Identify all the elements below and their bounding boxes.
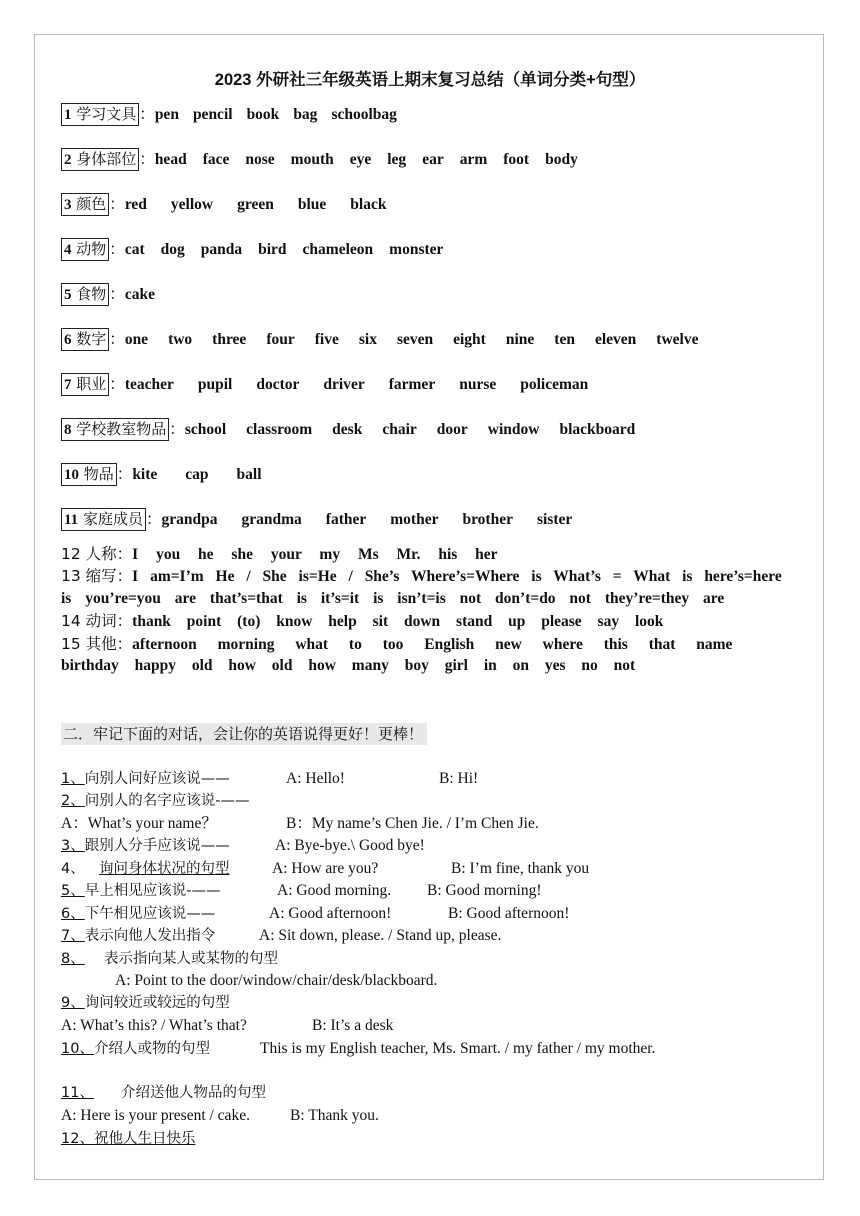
vocab-word: eleven (594, 331, 637, 348)
category-line (61, 193, 386, 217)
category-number: 10 (64, 467, 79, 483)
vocab-word: brother (462, 511, 513, 528)
category-colon: ： (109, 240, 125, 258)
dialogue-6 (61, 903, 570, 925)
contractions-label: 13 缩写： (61, 567, 133, 585)
dialogue-12-num: 12、 (61, 1131, 94, 1147)
category-colon: ： (109, 375, 125, 393)
vocab-word: chair (382, 421, 417, 438)
dialogue-5-num: 5、 (61, 883, 85, 899)
dialogue-1 (61, 768, 479, 790)
category-name: 身体部位 (76, 150, 137, 168)
category-colon: ： (116, 465, 133, 483)
category-colon: ： (139, 105, 155, 123)
dialogue-8-line (115, 970, 437, 992)
verbs-line (61, 610, 801, 634)
vocab-word: ear (422, 151, 444, 168)
category-line (61, 283, 155, 307)
category-label (61, 463, 117, 486)
dialogue-2-num: 2、 (61, 793, 85, 809)
category-colon: ： (169, 420, 185, 438)
dialogue-7-num: 7、 (61, 928, 85, 944)
dialogue-3-zh: 跟别人分手应该说—— (84, 838, 230, 854)
others-text-1: afternoon morning what to too English new where this that name (132, 636, 733, 653)
vocab-word: head (154, 151, 187, 168)
dialogue-4-zh: 询问身体状况的句型 (99, 861, 230, 877)
vocab-word: cap (185, 466, 209, 483)
category-colon: ： (145, 510, 162, 528)
category-name: 颜色 (76, 195, 107, 213)
dialogue-5-a: A: Good morning. (277, 882, 392, 899)
vocab-word: blue (297, 196, 327, 213)
category-line (61, 148, 578, 172)
dialogue-8 (61, 948, 278, 970)
category-label (61, 508, 146, 531)
vocab-word: ball (236, 466, 262, 483)
vocab-word: classroom (246, 421, 313, 438)
vocab-word: chameleon (302, 241, 374, 258)
vocab-word: driver (323, 376, 365, 393)
dialogue-4-num: 4、 (61, 861, 85, 877)
dialogue-12 (61, 1128, 195, 1150)
vocab-word: kite (132, 466, 158, 483)
category-label (61, 373, 109, 396)
verbs-label: 14 动词： (61, 612, 133, 630)
vocab-word: five (314, 331, 339, 348)
category-line (61, 463, 262, 487)
dialogue-10-num: 10、 (61, 1041, 94, 1057)
vocab-word: blackboard (559, 421, 636, 438)
vocab-word: nurse (459, 376, 497, 393)
category-number: 3 (64, 197, 72, 213)
dialogue-9 (61, 992, 230, 1014)
vocab-word: twelve (656, 331, 699, 348)
vocab-word: two (168, 331, 193, 348)
category-number: 11 (64, 512, 79, 528)
dialogue-5-zh: 早上相见应该说-—— (84, 883, 221, 899)
vocab-word: panda (200, 241, 243, 258)
dialogue-2-b: B：My name’s Chen Jie. / I’m Chen Jie. (286, 815, 539, 832)
vocab-word: doctor (256, 376, 300, 393)
dialogue-11-b: B: Thank you. (290, 1107, 379, 1124)
others-text-2: birthday happy old how old how many boy girl in on yes no not (61, 657, 636, 674)
vocab-word: policeman (520, 376, 589, 393)
pronouns-label: 12 人称： (61, 545, 133, 563)
category-number: 5 (64, 287, 72, 303)
category-name: 学习文具 (76, 105, 137, 123)
category-name: 食物 (76, 285, 107, 303)
vocab-word: desk (332, 421, 363, 438)
vocab-word: school (184, 421, 227, 438)
dialogue-10 (61, 1038, 656, 1060)
vocab-word: leg (387, 151, 407, 168)
contractions-line-1 (61, 565, 801, 589)
vocab-word: eye (349, 151, 372, 168)
others-line-1 (61, 633, 801, 657)
dialogue-3 (61, 835, 425, 857)
section-2-heading: 二．牢记下面的对话，会让你的英语说得更好！更棒！ (61, 723, 427, 745)
vocab-word: green (237, 196, 274, 213)
vocab-word: door (436, 421, 468, 438)
vocab-word: pencil (192, 106, 233, 123)
category-label (61, 418, 169, 441)
vocab-word: window (487, 421, 540, 438)
vocab-word: black (350, 196, 387, 213)
vocab-word: monster (389, 241, 444, 258)
category-number: 7 (64, 377, 72, 393)
dialogue-9-b: B: It’s a desk (312, 1017, 394, 1034)
vocab-word: farmer (388, 376, 436, 393)
contractions-line-2 (61, 588, 801, 611)
category-colon: ： (109, 195, 125, 213)
category-name: 学校教室物品 (76, 420, 167, 438)
vocab-word: foot (503, 151, 530, 168)
category-name: 动物 (76, 240, 107, 258)
dialogue-3-num: 3、 (61, 838, 85, 854)
vocab-word: bird (258, 241, 287, 258)
dialogue-6-a: A: Good afternoon! (269, 905, 392, 922)
vocab-word: four (266, 331, 295, 348)
vocab-word: three (212, 331, 247, 348)
dialogue-10-zh: 介绍人或物的句型 (93, 1041, 210, 1057)
dialogue-4-b: B: I’m fine, thank you (451, 860, 590, 877)
dialogue-8-zh: 表示指向某人或某物的句型 (104, 951, 278, 967)
vocab-word: cat (124, 241, 145, 258)
dialogue-1-b: B: Hi! (439, 770, 479, 787)
dialogue-7 (61, 925, 502, 947)
vocab-word: arm (459, 151, 488, 168)
vocab-word: pupil (197, 376, 233, 393)
vocab-word: yellow (170, 196, 214, 213)
category-number: 1 (64, 107, 72, 123)
category-line (61, 508, 572, 532)
vocab-word: eight (453, 331, 486, 348)
pronouns-text: I you he she your my Ms Mr. his her (132, 546, 498, 563)
vocab-word: father (325, 511, 367, 528)
category-line (61, 328, 698, 352)
page-title: 2023 外研社三年级英语上期末复习总结（单词分类+句型） (214, 71, 646, 89)
category-label (61, 148, 139, 171)
vocab-word: nose (245, 151, 275, 168)
vocab-word: cake (124, 286, 155, 303)
vocab-word: bag (293, 106, 318, 123)
dialogue-2-line (61, 813, 539, 835)
vocab-word: dog (160, 241, 185, 258)
vocab-word: face (202, 151, 230, 168)
dialogue-1-num: 1、 (61, 771, 85, 787)
category-label (61, 103, 139, 126)
dialogue-9-line (61, 1015, 394, 1037)
others-label: 15 其他： (61, 635, 133, 653)
dialogue-1-a: A: Hello! (286, 770, 345, 787)
vocab-word: one (124, 331, 149, 348)
category-number: 6 (64, 332, 72, 348)
dialogue-11-zh: 介绍送他人物品的句型 (121, 1085, 266, 1101)
category-label (61, 238, 109, 261)
dialogue-2-zh: 问别人的名字应该说-—— (84, 793, 250, 809)
vocab-word: six (358, 331, 377, 348)
dialogue-8-a: A: Point to the door/window/chair/desk/blackboard. (115, 972, 438, 989)
vocab-word: red (124, 196, 147, 213)
dialogue-4 (61, 858, 590, 880)
vocab-word: ten (554, 331, 575, 348)
pronouns-line (61, 543, 801, 567)
others-line-2 (61, 655, 801, 678)
dialogue-4-a: A: How are you? (272, 860, 379, 877)
vocab-word: schoolbag (331, 106, 397, 123)
vocab-word: grandpa (161, 511, 218, 528)
vocab-word: sister (536, 511, 573, 528)
vocab-word: book (246, 106, 280, 123)
category-line (61, 103, 397, 127)
dialogue-6-b: B: Good afternoon! (448, 905, 570, 922)
category-label (61, 328, 109, 351)
dialogue-12-zh: 祝他人生日快乐 (93, 1131, 196, 1147)
dialogue-9-num: 9、 (61, 995, 85, 1011)
vocab-word: grandma (241, 511, 302, 528)
dialogue-11-a: A: Here is your present / cake. (61, 1107, 250, 1124)
vocab-word: body (545, 151, 578, 168)
dialogue-2 (61, 790, 249, 812)
category-name: 物品 (83, 465, 114, 483)
category-label (61, 193, 109, 216)
category-name: 数字 (76, 330, 107, 348)
category-name: 家庭成员 (82, 510, 143, 528)
vocab-word: pen (154, 106, 179, 123)
dialogue-1-zh: 向别人问好应该说—— (84, 771, 230, 787)
category-line (61, 418, 635, 442)
vocab-word: mouth (290, 151, 334, 168)
dialogue-7-a: A: Sit down, please. / Stand up, please. (259, 927, 502, 944)
dialogue-6-num: 6、 (61, 906, 85, 922)
category-line (61, 238, 443, 262)
dialogue-11-line (61, 1105, 379, 1127)
category-colon: ： (139, 150, 155, 168)
dialogue-10-a: This is my English teacher, Ms. Smart. / my father / my mother. (260, 1040, 656, 1057)
category-colon: ： (109, 330, 125, 348)
category-line (61, 373, 588, 397)
dialogue-2-a: A：What’s your name？ (61, 815, 217, 832)
category-colon: ： (109, 285, 125, 303)
vocab-word: teacher (124, 376, 174, 393)
category-name: 职业 (76, 375, 107, 393)
dialogue-9-a: A: What’s this? / What’s that? (61, 1017, 247, 1034)
category-label (61, 283, 109, 306)
verbs-text: thank point (to) know help sit down stand up please say look (132, 613, 664, 630)
contractions-text-2: is you’re=you are that’s=that is it’s=it is isn’t=is not don’t=do not they’re=they are (61, 590, 725, 607)
category-number: 2 (64, 152, 72, 168)
vocab-word: nine (505, 331, 535, 348)
vocab-word: mother (390, 511, 439, 528)
dialogue-8-num: 8、 (61, 951, 85, 967)
dialogue-11-num: 11、 (61, 1085, 94, 1101)
contractions-text-1: I am=I’m He / She is=He / She’s Where’s=Where is What’s = What is here’s=here (132, 568, 782, 585)
category-number: 4 (64, 242, 72, 258)
dialogue-9-zh: 询问较近或较远的句型 (84, 995, 230, 1011)
dialogue-7-zh: 表示向他人发出指令 (84, 928, 216, 944)
dialogue-11 (61, 1082, 266, 1104)
category-number: 8 (64, 422, 72, 438)
dialogue-3-a: A: Bye-bye.\ Good bye! (275, 837, 425, 854)
dialogue-5-b: B: Good morning! (427, 882, 542, 899)
dialogue-6-zh: 下午相见应该说—— (84, 906, 216, 922)
dialogue-5 (61, 880, 542, 902)
vocab-word: seven (396, 331, 434, 348)
